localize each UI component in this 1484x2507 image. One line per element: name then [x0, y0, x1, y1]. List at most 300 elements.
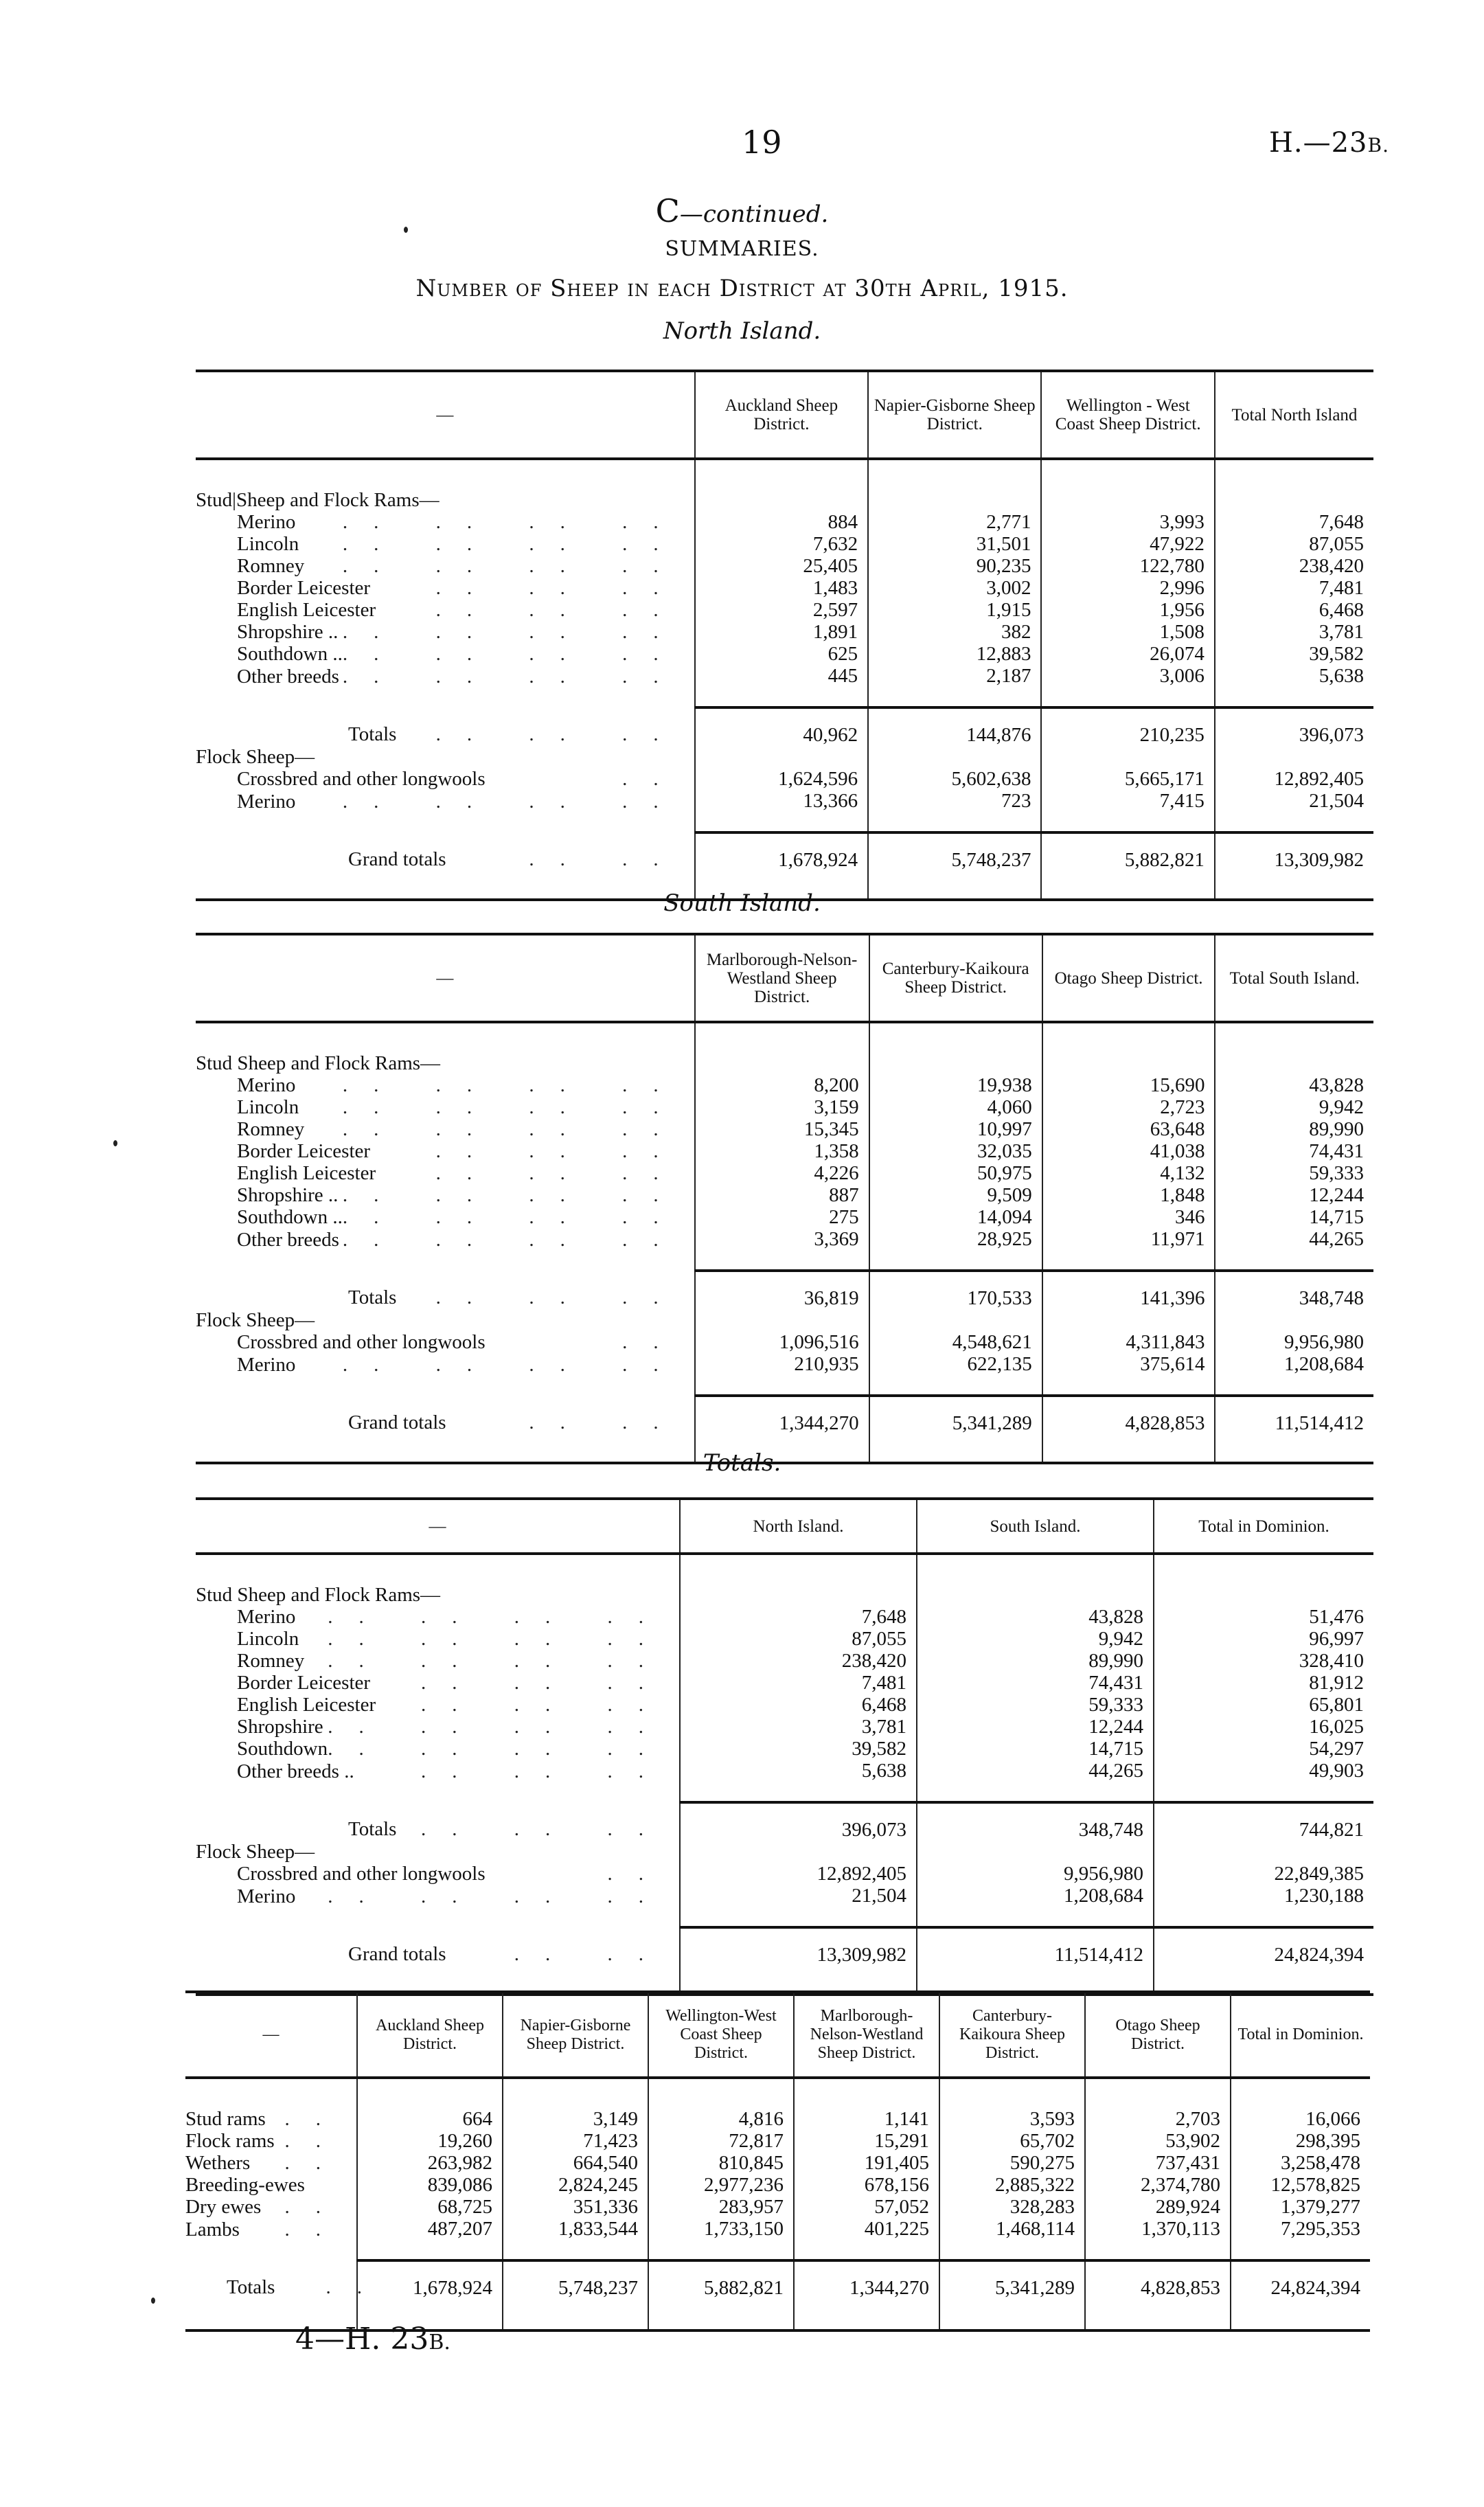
value-cell: 43,828 — [917, 1606, 1154, 1628]
leader-dots: .. .. .. — [421, 1672, 670, 1694]
row-label — [196, 1096, 695, 1118]
row-label-text: Breeding-ewes — [185, 2174, 305, 2196]
column-header: Napier-Gisborne Sheep District. — [868, 371, 1041, 459]
value-cell: 1,141 — [794, 2078, 939, 2130]
column-header: Otago Sheep District. — [1085, 1992, 1231, 2078]
value-cell: 57,052 — [794, 2196, 939, 2218]
leader-dots: .. — [607, 1863, 670, 1885]
table-row — [185, 2196, 1370, 2218]
row-label-text: Merino — [237, 1074, 296, 1096]
value-cell: 87,055 — [1215, 533, 1373, 555]
value-cell: 7,648 — [1215, 511, 1373, 533]
value-cell: 4,060 — [869, 1096, 1042, 1118]
row-label-text: Totals — [348, 1818, 397, 1840]
value-cell: 25,405 — [695, 555, 868, 577]
value-cell: 4,311,843 — [1042, 1331, 1215, 1353]
north-island-table — [196, 370, 1373, 901]
row-label — [196, 555, 695, 577]
south-island-heading: South Island. — [663, 889, 821, 917]
table-row — [196, 1716, 1373, 1738]
document-reference-suffix: B. — [1367, 134, 1389, 157]
row-label-text: Other breeds .. — [237, 1760, 354, 1782]
row-label — [185, 2130, 357, 2152]
column-header: Canterbury-Kaikoura Sheep District. — [869, 934, 1042, 1022]
empty-cell — [1215, 1022, 1373, 1074]
row-label — [196, 533, 695, 555]
row-label — [196, 511, 695, 533]
leader-dots: .. .. .. — [435, 599, 685, 621]
value-cell: 89,990 — [1215, 1118, 1373, 1140]
empty-cell — [868, 746, 1041, 768]
empty-cell — [1215, 459, 1373, 511]
footer-signature-main: 4—H. 23 — [295, 2322, 429, 2357]
row-label-text: Grand totals — [348, 848, 446, 870]
row-label-text: Grand totals — [348, 1411, 446, 1433]
value-cell: 1,230,188 — [1154, 1885, 1373, 1927]
group-header-row — [196, 1022, 1373, 1074]
value-cell: 72,817 — [648, 2130, 794, 2152]
leader-dots: .. .. .. .. — [342, 1229, 685, 1251]
value-cell: 1,370,113 — [1085, 2218, 1231, 2260]
value-cell: 16,025 — [1154, 1716, 1373, 1738]
value-cell: 289,924 — [1085, 2196, 1231, 2218]
section-heading: SUMMARIES. — [665, 237, 819, 261]
value-cell: 4,816 — [648, 2078, 794, 2130]
row-label — [196, 599, 695, 621]
value-cell: 238,420 — [1215, 555, 1373, 577]
empty-cell — [1041, 459, 1214, 511]
table-row — [196, 768, 1373, 790]
value-cell: 1,344,270 — [794, 2260, 939, 2330]
table-row — [196, 1184, 1373, 1206]
table-row — [196, 533, 1373, 555]
value-cell: 32,035 — [869, 1140, 1042, 1162]
value-cell: 487,207 — [357, 2218, 503, 2260]
value-cell: 8,200 — [695, 1074, 869, 1096]
row-label — [185, 2152, 357, 2174]
value-cell: 15,690 — [1042, 1074, 1215, 1096]
continued-letter: C — [655, 192, 680, 229]
document-reference — [1269, 127, 1389, 159]
column-header: North Island. — [680, 1499, 917, 1554]
value-cell: 2,977,236 — [648, 2174, 794, 2196]
value-cell: 737,431 — [1085, 2152, 1231, 2174]
value-cell: 5,882,821 — [1041, 832, 1214, 900]
row-label — [196, 1760, 680, 1802]
leader-dots: .. — [326, 2276, 388, 2298]
value-cell: 590,275 — [939, 2152, 1085, 2174]
row-label-text: Border Leicester — [237, 577, 371, 599]
table-row — [196, 1738, 1373, 1760]
class-of-sheep-table — [185, 1990, 1370, 2332]
column-header: South Island. — [917, 1499, 1154, 1554]
value-cell: 1,483 — [695, 577, 868, 599]
value-cell: 22,849,385 — [1154, 1863, 1373, 1885]
value-cell: 11,514,412 — [917, 1927, 1154, 1995]
table-row — [196, 621, 1373, 643]
value-cell: 21,504 — [680, 1885, 917, 1927]
row-label — [196, 1206, 695, 1228]
value-cell: 9,942 — [1215, 1096, 1373, 1118]
group-label — [196, 459, 695, 511]
row-label-text: Merino — [237, 511, 296, 533]
value-cell: 19,260 — [357, 2130, 503, 2152]
value-cell: 11,514,412 — [1215, 1396, 1373, 1463]
value-cell: 4,828,853 — [1085, 2260, 1231, 2330]
table-row — [196, 1206, 1373, 1228]
leader-dots: .. .. .. — [421, 1694, 670, 1716]
value-cell: 4,828,853 — [1042, 1396, 1215, 1463]
value-cell: 263,982 — [357, 2152, 503, 2174]
leader-dots: .. — [284, 2108, 347, 2130]
totals-row — [185, 2260, 1370, 2330]
empty-cell — [695, 746, 868, 768]
value-cell: 9,956,980 — [1215, 1331, 1373, 1353]
value-cell: 3,258,478 — [1231, 2152, 1370, 2174]
row-label-text: English Leicester — [237, 599, 376, 621]
row-label-text: Flock Sheep— — [196, 746, 315, 768]
table-row — [185, 2174, 1370, 2196]
value-cell: 5,341,289 — [869, 1396, 1042, 1463]
row-label — [185, 2260, 388, 2330]
value-cell: 13,366 — [695, 790, 868, 832]
value-cell: 50,975 — [869, 1162, 1042, 1184]
stray-ink-mark — [151, 2298, 155, 2304]
value-cell: 53,902 — [1085, 2130, 1231, 2152]
row-label-text: Stud Sheep and Flock Rams— — [196, 1052, 441, 1074]
table-row — [196, 1760, 1373, 1802]
value-cell: 1,096,516 — [695, 1331, 869, 1353]
empty-cell — [695, 1022, 869, 1074]
value-cell: 401,225 — [794, 2218, 939, 2260]
row-label-text: Dry ewes — [185, 2196, 262, 2218]
value-cell: 625 — [695, 643, 868, 665]
value-cell: 1,624,596 — [695, 768, 868, 790]
row-label-text: Border Leicester — [237, 1672, 371, 1694]
value-cell: 41,038 — [1042, 1140, 1215, 1162]
leader-dots: .. .. .. .. — [328, 1650, 670, 1672]
value-cell: 15,291 — [794, 2130, 939, 2152]
value-cell: 47,922 — [1041, 533, 1214, 555]
value-cell: 3,781 — [1215, 621, 1373, 643]
value-cell: 89,990 — [917, 1650, 1154, 1672]
stub-header: — — [262, 2026, 279, 2043]
empty-cell — [869, 1022, 1042, 1074]
row-label-text: Crossbred and other longwools — [237, 768, 486, 790]
value-cell: 12,892,405 — [1215, 768, 1373, 790]
value-cell: 346 — [1042, 1206, 1215, 1228]
leader-dots: .. .. .. — [435, 1286, 685, 1308]
column-header: Wellington - West Coast Sheep District. — [1041, 371, 1214, 459]
group-header-row — [196, 459, 1373, 511]
value-cell: 7,648 — [680, 1606, 917, 1628]
row-label — [196, 1228, 695, 1271]
value-cell: 1,678,924 — [357, 2260, 503, 2330]
value-cell: 24,824,394 — [1231, 2260, 1370, 2330]
column-header: Marlborough-Nelson-Westland Sheep District. — [794, 1992, 939, 2078]
row-label — [196, 1353, 695, 1396]
row-label-text: Grand totals — [348, 1943, 446, 1965]
row-label-text: Lambs — [185, 2219, 240, 2241]
empty-cell — [695, 1309, 869, 1331]
empty-cell — [1042, 1309, 1215, 1331]
row-label-text: Totals — [348, 1286, 397, 1308]
value-cell: 210,935 — [695, 1353, 869, 1396]
value-cell: 87,055 — [680, 1628, 917, 1650]
value-cell: 51,476 — [1154, 1606, 1373, 1628]
leader-dots: .. .. .. .. — [342, 1206, 685, 1228]
value-cell: 884 — [695, 511, 868, 533]
leader-dots: .. .. — [529, 848, 685, 870]
value-cell: 6,468 — [680, 1694, 917, 1716]
value-cell: 11,971 — [1042, 1228, 1215, 1271]
value-cell: 1,891 — [695, 621, 868, 643]
value-cell: 191,405 — [794, 2152, 939, 2174]
north-island-heading: North Island. — [663, 317, 821, 345]
row-label-text: Shropshire — [237, 1716, 323, 1738]
value-cell: 13,309,982 — [1215, 832, 1373, 900]
document-reference-main: H.—23 — [1269, 127, 1368, 159]
value-cell: 5,602,638 — [868, 768, 1041, 790]
value-cell: 1,208,684 — [917, 1885, 1154, 1927]
value-cell: 96,997 — [1154, 1628, 1373, 1650]
leader-dots: .. .. .. .. — [342, 666, 685, 688]
value-cell: 396,073 — [680, 1802, 917, 1841]
row-label-text: Merino — [237, 791, 296, 813]
value-cell: 3,006 — [1041, 665, 1214, 707]
value-cell: 5,341,289 — [939, 2260, 1085, 2330]
value-cell: 3,002 — [868, 577, 1041, 599]
leader-dots: .. .. — [514, 1943, 670, 1965]
value-cell: 283,957 — [648, 2196, 794, 2218]
value-cell: 4,132 — [1042, 1162, 1215, 1184]
value-cell: 1,915 — [868, 599, 1041, 621]
value-cell: 3,781 — [680, 1716, 917, 1738]
column-header: Otago Sheep District. — [1042, 934, 1215, 1022]
leader-dots: .. — [622, 1331, 685, 1353]
row-label-text: Merino — [237, 1354, 296, 1376]
row-label-text: Lincoln — [237, 533, 299, 555]
leader-dots: .. .. .. .. — [328, 1606, 670, 1628]
row-label-text: Totals — [348, 723, 397, 745]
continued-text: —continued. — [679, 201, 829, 228]
table-row — [196, 577, 1373, 599]
row-label-text: Lincoln — [237, 1628, 299, 1650]
row-label — [196, 1140, 695, 1162]
leader-dots: .. — [284, 2152, 347, 2174]
value-cell: 7,481 — [680, 1672, 917, 1694]
value-cell: 5,638 — [1215, 665, 1373, 707]
leader-dots: .. .. .. .. — [342, 1096, 685, 1118]
leader-dots: .. .. .. .. — [342, 1354, 685, 1376]
stub-header: — — [436, 405, 454, 424]
value-cell: 664 — [357, 2078, 503, 2130]
value-cell: 90,235 — [868, 555, 1041, 577]
table-row — [196, 1694, 1373, 1716]
value-cell: 68,725 — [357, 2196, 503, 2218]
value-cell: 3,993 — [1041, 511, 1214, 533]
row-label-text: Border Leicester — [237, 1140, 371, 1162]
value-cell: 63,648 — [1042, 1118, 1215, 1140]
row-label — [196, 1738, 680, 1760]
leader-dots: .. .. .. — [435, 577, 685, 599]
table-row — [196, 643, 1373, 665]
value-cell: 59,333 — [1215, 1162, 1373, 1184]
value-cell: 328,410 — [1154, 1650, 1373, 1672]
row-label — [185, 2196, 357, 2218]
value-cell: 839,086 — [357, 2174, 503, 2196]
leader-dots: .. .. — [529, 1411, 685, 1433]
leader-dots: .. .. .. .. — [328, 1738, 670, 1760]
value-cell: 9,942 — [917, 1628, 1154, 1650]
leader-dots: .. .. .. .. — [328, 1628, 670, 1650]
row-label-text: Stud Sheep and Flock Rams— — [196, 1584, 441, 1606]
value-cell: 7,415 — [1041, 790, 1214, 832]
value-cell: 54,297 — [1154, 1738, 1373, 1760]
column-header: Napier-Gisborne Sheep District. — [503, 1992, 648, 2078]
value-cell: 238,420 — [680, 1650, 917, 1672]
column-header: Total North Island — [1215, 371, 1373, 459]
value-cell: 622,135 — [869, 1353, 1042, 1396]
value-cell: 210,235 — [1041, 707, 1214, 746]
table-row — [196, 1162, 1373, 1184]
table-row — [196, 1074, 1373, 1096]
group-label — [196, 1554, 680, 1606]
row-label — [196, 621, 695, 643]
value-cell: 2,597 — [695, 599, 868, 621]
row-label — [196, 1118, 695, 1140]
value-cell: 14,094 — [869, 1206, 1042, 1228]
value-cell: 14,715 — [917, 1738, 1154, 1760]
totals-row — [196, 1802, 1373, 1841]
value-cell: 275 — [695, 1206, 869, 1228]
value-cell: 28,925 — [869, 1228, 1042, 1271]
group-label — [196, 1022, 695, 1074]
value-cell: 9,509 — [869, 1184, 1042, 1206]
empty-cell — [1041, 746, 1214, 768]
stub-header: — — [436, 968, 454, 988]
value-cell: 144,876 — [868, 707, 1041, 746]
table-row — [185, 2130, 1370, 2152]
value-cell: 351,336 — [503, 2196, 648, 2218]
row-label-text: Wethers — [185, 2152, 251, 2174]
value-cell: 1,848 — [1042, 1184, 1215, 1206]
row-label-text: Flock Sheep— — [196, 1309, 315, 1331]
value-cell: 81,912 — [1154, 1672, 1373, 1694]
value-cell: 445 — [695, 665, 868, 707]
leader-dots: .. .. .. — [435, 1162, 685, 1184]
column-header: Canterbury-Kaikoura Sheep District. — [939, 1992, 1085, 2078]
totals-table — [196, 1497, 1373, 1996]
value-cell: 44,265 — [1215, 1228, 1373, 1271]
leader-dots: .. .. .. .. — [342, 621, 685, 643]
leader-dots: .. .. .. .. — [342, 1184, 685, 1206]
column-header: Wellington-West Coast Sheep District. — [648, 1992, 794, 2078]
value-cell: 382 — [868, 621, 1041, 643]
stray-ink-mark — [113, 1140, 117, 1146]
row-label-text: Other breeds — [237, 1229, 339, 1251]
group-header-row — [196, 746, 1373, 768]
row-label-text: Southdown .. — [237, 643, 343, 665]
table-row — [196, 1606, 1373, 1628]
row-label-text: Southdown — [237, 1738, 328, 1760]
value-cell: 19,938 — [869, 1074, 1042, 1096]
value-cell: 43,828 — [1215, 1074, 1373, 1096]
value-cell: 298,395 — [1231, 2130, 1370, 2152]
empty-cell — [1215, 746, 1373, 768]
empty-cell — [917, 1841, 1154, 1863]
value-cell: 375,614 — [1042, 1353, 1215, 1396]
value-cell: 10,997 — [869, 1118, 1042, 1140]
row-label-text: Totals — [227, 2276, 275, 2298]
row-label-text: English Leicester — [237, 1162, 376, 1184]
row-label-text: Stud|Sheep and Flock Rams— — [196, 489, 440, 511]
value-cell: 14,715 — [1215, 1206, 1373, 1228]
value-cell: 664,540 — [503, 2152, 648, 2174]
value-cell: 39,582 — [680, 1738, 917, 1760]
table-row — [196, 665, 1373, 707]
value-cell: 2,771 — [868, 511, 1041, 533]
row-label-text: English Leicester — [237, 1694, 376, 1716]
value-cell: 141,396 — [1042, 1271, 1215, 1309]
value-cell: 2,187 — [868, 665, 1041, 707]
leader-dots: .. — [284, 2130, 347, 2152]
row-label-text: Romney — [237, 1118, 305, 1140]
table-header-row — [185, 1992, 1370, 2078]
stray-ink-mark — [404, 227, 408, 233]
row-label-text: Stud rams — [185, 2108, 266, 2130]
table-row — [196, 599, 1373, 621]
row-label — [196, 768, 695, 790]
page-number: 19 — [742, 124, 782, 161]
table-row — [196, 555, 1373, 577]
row-label — [196, 1927, 680, 1995]
group-label — [196, 1309, 695, 1331]
value-cell: 24,824,394 — [1154, 1927, 1373, 1995]
table-row — [196, 1331, 1373, 1353]
table-row — [196, 1118, 1373, 1140]
value-cell: 170,533 — [869, 1271, 1042, 1309]
row-label — [196, 1606, 680, 1628]
leader-dots: .. — [284, 2196, 347, 2218]
value-cell: 15,345 — [695, 1118, 869, 1140]
empty-cell — [1215, 1309, 1373, 1331]
value-cell: 71,423 — [503, 2130, 648, 2152]
value-cell: 2,996 — [1041, 577, 1214, 599]
row-label-text: Flock rams — [185, 2130, 275, 2152]
leader-dots: .. .. .. — [435, 723, 685, 745]
value-cell: 1,208,684 — [1215, 1353, 1373, 1396]
value-cell: 2,374,780 — [1085, 2174, 1231, 2196]
value-cell: 4,548,621 — [869, 1331, 1042, 1353]
value-cell: 4,226 — [695, 1162, 869, 1184]
value-cell: 12,244 — [1215, 1184, 1373, 1206]
empty-cell — [680, 1554, 917, 1606]
value-cell: 1,678,924 — [695, 832, 868, 900]
column-header: Auckland Sheep District. — [357, 1992, 503, 2078]
value-cell: 74,431 — [1215, 1140, 1373, 1162]
empty-cell — [1042, 1022, 1215, 1074]
row-label-text: Lincoln — [237, 1096, 299, 1118]
value-cell: 59,333 — [917, 1694, 1154, 1716]
value-cell: 5,748,237 — [503, 2260, 648, 2330]
value-cell: 1,379,277 — [1231, 2196, 1370, 2218]
row-label — [196, 1802, 680, 1841]
leader-dots: .. — [622, 768, 685, 790]
value-cell: 40,962 — [695, 707, 868, 746]
totals-heading: Totals. — [703, 1449, 781, 1477]
row-label-text: Merino — [237, 1885, 296, 1907]
